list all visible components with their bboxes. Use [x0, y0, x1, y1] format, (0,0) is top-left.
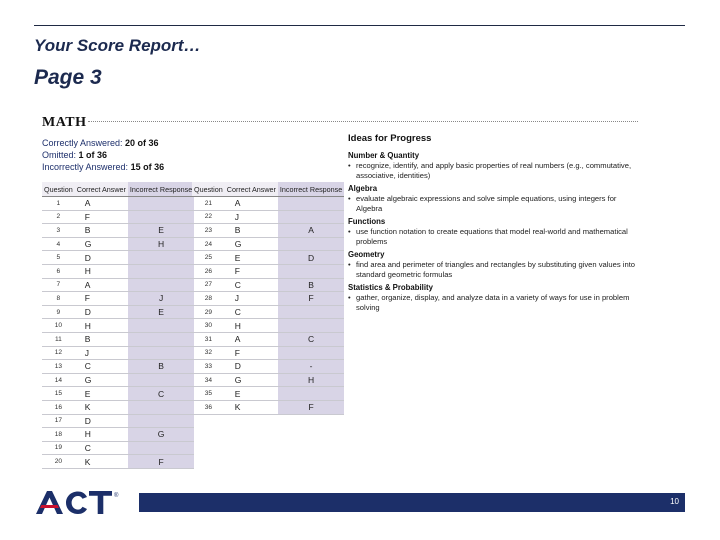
question-number: 35	[192, 387, 225, 401]
table-row	[42, 455, 194, 469]
ideas-bullet: • use function notation to create equations that model real-world and mathematical problems	[348, 227, 638, 247]
ideas-category-heading: Number & Quantity	[348, 151, 420, 160]
question-number: 31	[192, 332, 225, 346]
incorrect-response: C	[128, 387, 194, 401]
ideas-category-heading: Statistics & Probability	[348, 283, 433, 292]
incorrect-response: B	[278, 278, 344, 292]
question-number: 24	[192, 237, 225, 251]
incorrect-response: F	[128, 455, 194, 469]
question-number: 18	[42, 428, 75, 442]
incorrect-response	[278, 210, 344, 224]
incorrect-response	[128, 400, 194, 414]
question-number: 33	[192, 360, 225, 374]
correct-answer: C	[75, 360, 128, 374]
omitted-line: Omitted: 1 of 36	[42, 150, 108, 160]
score-summary	[42, 137, 164, 173]
table-row	[42, 319, 194, 333]
incorrect-response: F	[278, 400, 344, 414]
incorrect-response	[278, 387, 344, 401]
correct-answer: J	[225, 210, 278, 224]
question-number: 7	[42, 278, 75, 292]
table-row	[42, 264, 194, 278]
svg-text:®: ®	[114, 493, 119, 499]
incorrect-response: E	[128, 224, 194, 238]
header-question: Question	[42, 182, 75, 197]
table-row	[192, 224, 344, 238]
ideas-title: Ideas for Progress	[348, 133, 432, 144]
question-number: 14	[42, 373, 75, 387]
question-number: 22	[192, 210, 225, 224]
footer-bar	[139, 493, 685, 512]
answer-table-1-20	[42, 182, 194, 469]
correct-answer: C	[75, 441, 128, 455]
table-row	[42, 400, 194, 414]
table-row	[192, 292, 344, 306]
incorrect-response	[128, 251, 194, 265]
header-incorrect-response: Incorrect Response	[278, 182, 344, 197]
question-number: 16	[42, 400, 75, 414]
question-number: 11	[42, 332, 75, 346]
ideas-bullet: • gather, organize, display, and analyze data in a variety of ways for use in problem solving	[348, 293, 638, 313]
table-row	[42, 237, 194, 251]
ideas-bullet: • find area and perimeter of triangles and rectangles by substituting given values into standard geometric formulas	[348, 260, 638, 280]
correct-answer: A	[225, 197, 278, 211]
correct-answer: E	[75, 387, 128, 401]
incorrect-response: D	[278, 251, 344, 265]
question-number: 28	[192, 292, 225, 306]
incorrect-response: B	[128, 360, 194, 374]
incorrect-response	[278, 237, 344, 251]
score-report-image	[40, 112, 640, 467]
correct-answer: K	[75, 400, 128, 414]
table-row	[192, 197, 344, 211]
act-logo	[34, 489, 126, 515]
incorrect-response	[278, 264, 344, 278]
correct-answer: A	[225, 332, 278, 346]
header-incorrect-response: Incorrect Response	[128, 182, 194, 197]
correct-answer: H	[75, 428, 128, 442]
slide-title: Your Score Report…	[34, 36, 201, 55]
question-number: 1	[42, 197, 75, 211]
table-row	[192, 346, 344, 360]
table-row	[42, 197, 194, 211]
incorrect-response: G	[128, 428, 194, 442]
correct-answer: D	[75, 305, 128, 319]
table-row	[192, 400, 344, 414]
correct-answer: H	[75, 319, 128, 333]
incorrect-response	[128, 373, 194, 387]
incorrect-response	[128, 319, 194, 333]
question-number: 13	[42, 360, 75, 374]
question-number: 32	[192, 346, 225, 360]
question-number: 27	[192, 278, 225, 292]
question-number: 5	[42, 251, 75, 265]
question-number: 4	[42, 237, 75, 251]
correct-answer: K	[225, 400, 278, 414]
incorrect-response: F	[278, 292, 344, 306]
table-row	[42, 387, 194, 401]
correct-answer: A	[75, 197, 128, 211]
correct-answer: C	[225, 278, 278, 292]
question-number: 34	[192, 373, 225, 387]
incorrect-response	[278, 346, 344, 360]
incorrect-response	[128, 210, 194, 224]
table-row	[192, 251, 344, 265]
correct-answer: K	[75, 455, 128, 469]
ideas-bullet: • recognize, identify, and apply basic properties of real numbers (e.g., commutative, associative, identities)	[348, 161, 638, 181]
question-number: 9	[42, 305, 75, 319]
table-row	[42, 332, 194, 346]
correct-answer: D	[75, 251, 128, 265]
table-row	[192, 210, 344, 224]
incorrect-response	[128, 414, 194, 428]
incorrect-response	[128, 197, 194, 211]
table-row	[192, 305, 344, 319]
question-number: 30	[192, 319, 225, 333]
correct-answer: G	[75, 373, 128, 387]
table-row	[42, 441, 194, 455]
correct-answer: D	[225, 360, 278, 374]
correct-answer: H	[75, 264, 128, 278]
table-row	[192, 332, 344, 346]
question-number: 21	[192, 197, 225, 211]
table-row	[192, 373, 344, 387]
question-number: 29	[192, 305, 225, 319]
ideas-category-heading: Algebra	[348, 184, 378, 193]
question-number: 12	[42, 346, 75, 360]
table-row	[42, 305, 194, 319]
table-row	[42, 292, 194, 306]
correct-answer: B	[75, 224, 128, 238]
correct-answer: E	[225, 251, 278, 265]
question-number: 15	[42, 387, 75, 401]
correct-answer: C	[225, 305, 278, 319]
question-number: 10	[42, 319, 75, 333]
ideas-list	[348, 151, 638, 313]
table-row	[192, 237, 344, 251]
question-number: 23	[192, 224, 225, 238]
question-number: 26	[192, 264, 225, 278]
question-number: 8	[42, 292, 75, 306]
question-number: 6	[42, 264, 75, 278]
table-row	[42, 224, 194, 238]
incorrect-response	[128, 278, 194, 292]
correct-answer: B	[225, 224, 278, 238]
incorrect-response: C	[278, 332, 344, 346]
page-number: 10	[670, 497, 679, 506]
incorrect-response: J	[128, 292, 194, 306]
table-row	[192, 319, 344, 333]
correct-answer: G	[75, 237, 128, 251]
incorrect-response	[128, 441, 194, 455]
table-row	[192, 278, 344, 292]
correct-answer: J	[75, 346, 128, 360]
correct-answer: D	[75, 414, 128, 428]
incorrect-response: A	[278, 224, 344, 238]
top-divider	[34, 25, 685, 26]
section-heading: MATH	[42, 115, 87, 130]
correct-line: Correctly Answered: 20 of 36	[42, 138, 159, 148]
incorrect-line: Incorrectly Answered: 15 of 36	[42, 162, 165, 172]
table-row	[42, 360, 194, 374]
incorrect-response	[278, 197, 344, 211]
question-number: 36	[192, 400, 225, 414]
correct-answer: H	[225, 319, 278, 333]
correct-answer: G	[225, 237, 278, 251]
incorrect-response	[128, 264, 194, 278]
table-row	[192, 387, 344, 401]
header-correct-answer: Correct Answer	[75, 182, 128, 197]
ideas-for-progress	[348, 134, 638, 314]
table-row	[42, 428, 194, 442]
incorrect-response: H	[278, 373, 344, 387]
header-question: Question	[192, 182, 225, 197]
incorrect-response: E	[128, 305, 194, 319]
incorrect-response: -	[278, 360, 344, 374]
ideas-bullet: • evaluate algebraic expressions and solve simple equations, using integers for Algebra	[348, 194, 638, 214]
slide-subtitle: Page 3	[34, 66, 102, 89]
incorrect-response: H	[128, 237, 194, 251]
question-number: 25	[192, 251, 225, 265]
table-row	[192, 360, 344, 374]
incorrect-response	[128, 346, 194, 360]
table-row	[42, 278, 194, 292]
question-number: 2	[42, 210, 75, 224]
table-row	[42, 210, 194, 224]
table-row	[192, 264, 344, 278]
correct-answer: A	[75, 278, 128, 292]
correct-answer: G	[225, 373, 278, 387]
table-row	[42, 251, 194, 265]
question-number: 3	[42, 224, 75, 238]
dotted-rule	[88, 121, 638, 122]
ideas-category-heading: Geometry	[348, 250, 385, 259]
correct-answer: F	[75, 292, 128, 306]
table-row	[42, 373, 194, 387]
question-number: 20	[42, 455, 75, 469]
ideas-category-heading: Functions	[348, 217, 386, 226]
header-correct-answer: Correct Answer	[225, 182, 278, 197]
correct-answer: F	[225, 346, 278, 360]
incorrect-response	[278, 319, 344, 333]
table-row	[42, 346, 194, 360]
incorrect-response	[278, 305, 344, 319]
answer-table-21-36	[192, 182, 344, 415]
question-number: 17	[42, 414, 75, 428]
correct-answer: J	[225, 292, 278, 306]
table-row	[42, 414, 194, 428]
correct-answer: B	[75, 332, 128, 346]
incorrect-response	[128, 332, 194, 346]
correct-answer: E	[225, 387, 278, 401]
correct-answer: F	[75, 210, 128, 224]
question-number: 19	[42, 441, 75, 455]
correct-answer: F	[225, 264, 278, 278]
